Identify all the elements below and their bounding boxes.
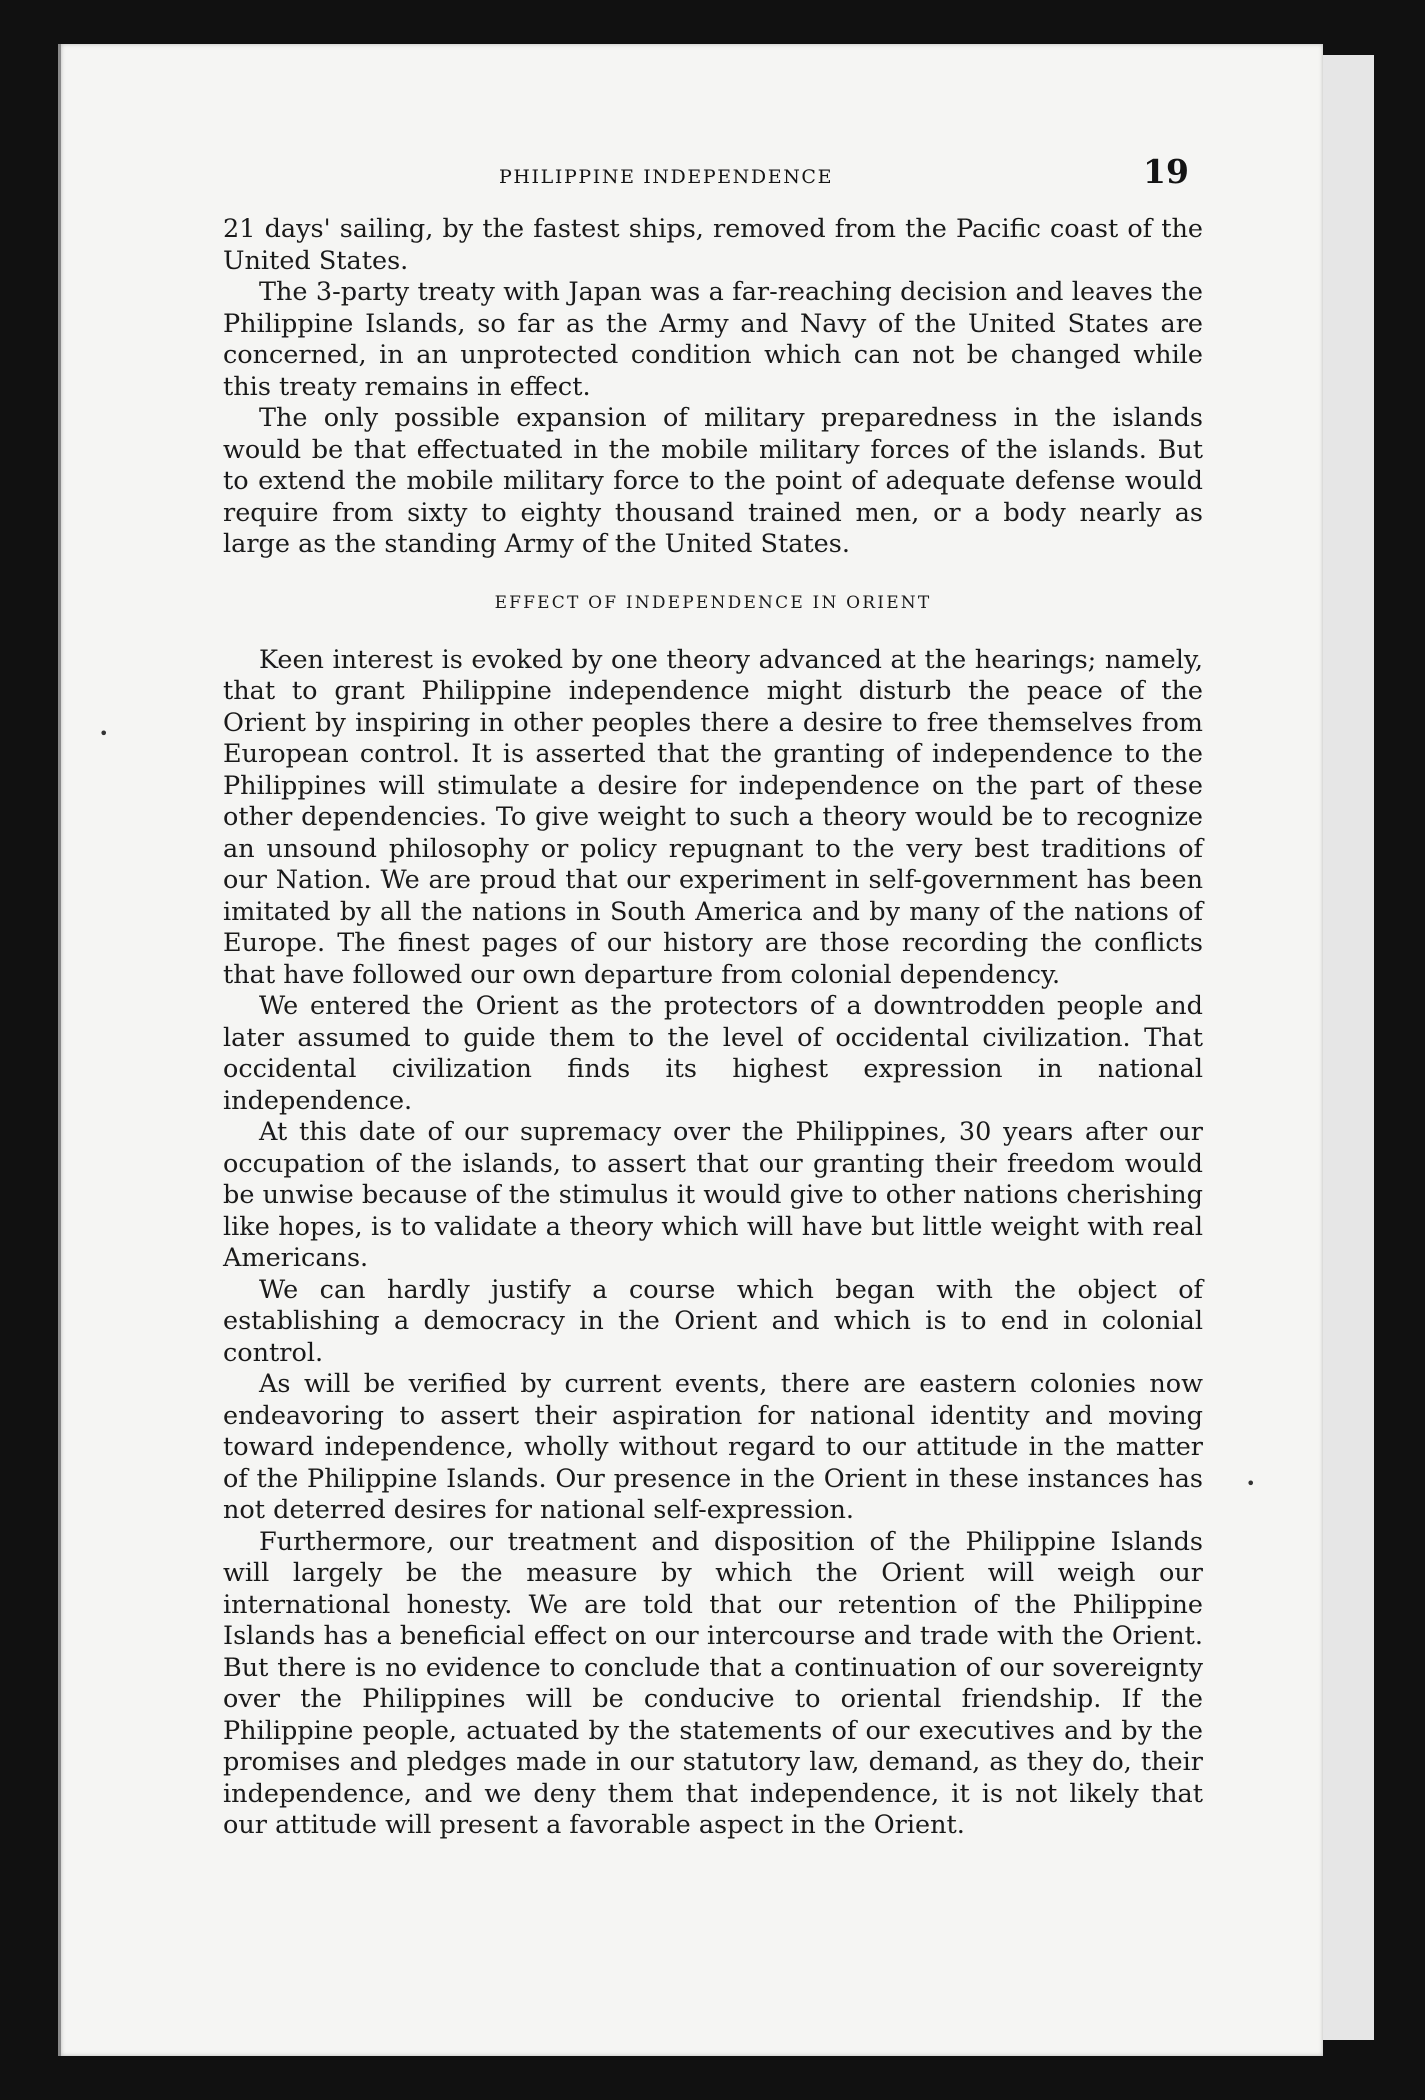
paragraph: We can hardly justify a course which began with the object of establishing a democracy in the Orient and which is to end in colonial control. — [223, 1274, 1203, 1368]
page-header — [61, 152, 1323, 202]
page-body — [223, 214, 1203, 1842]
paragraph: The only possible expansion of military preparedness in the islands would be that effectuated in the mobile military forces of the islands. But to extend the mobile military force to the point of adequate defense would require from sixty to eighty thousand trained men, or a body nearly as large as the standing Army of the United States. — [223, 403, 1203, 559]
running-title: PHILIPPINE INDEPENDENCE — [499, 166, 834, 188]
paragraph: At this date of our supremacy over the Philippines, 30 years after our occupation of the islands, to assert that our granting their freedom would be unwise because of the stimulus it would give to other nations cherishing like hopes, is to validate a theory which will have but little weight with real Americans. — [223, 1117, 1203, 1273]
paragraph: We entered the Orient as the protectors of a downtrodden people and later assumed to guide them to the level of occidental civilization. That occidental civilization finds its highest expression in national independence. — [223, 991, 1203, 1116]
page-number: 19 — [1143, 152, 1189, 191]
scan-speck: • — [99, 724, 109, 743]
section-heading: EFFECT OF INDEPENDENCE IN ORIENT — [494, 592, 932, 613]
scan-speck: • — [1246, 1474, 1256, 1493]
paragraph: As will be verified by current events, there are eastern colonies now endeavoring to assert their aspiration for national identity and moving toward independence, wholly without regard to our attitude in the matter of the Philippine Islands. Our presence in the Orient in these instances has not deterred desires for national self-expression. — [223, 1369, 1203, 1525]
paragraph: Keen interest is evoked by one theory advanced at the hearings; namely, that to grant Philippine independence might disturb the peace of the Orient by inspiring in other peoples there a desire to free themselves from European control. It is asserted that the granting of independence to the Philippines will stimulate a desire for independence on the part of these other dependencies. To give weight to such a theory would be to recognize an unsound philosophy or policy repugnant to the very best traditions of our Nation. We are proud that our experiment in self-government has been imitated by all the nations in South America and by many of the nations of Europe. The finest pages of our history are those recording the conflicts that have followed our own departure from colonial dependency. — [223, 644, 1203, 990]
document-page — [58, 44, 1323, 2056]
paragraph: The 3-party treaty with Japan was a far-reaching decision and leaves the Philippine Islands, so far as the Army and Navy of the United States are concerned, in an unprotected condition which can not be changed while this treaty remains in effect. — [223, 277, 1203, 402]
paragraph: Furthermore, our treatment and disposition of the Philippine Islands will largely be the measure by which the Orient will weigh our international honesty. We are told that our retention of the Philippine Islands has a beneficial effect on our intercourse and trade with the Orient. But there is no evidence to conclude that a continuation of our sovereignty over the Philippines will be conducive to oriental friendship. If the Philippine people, actuated by the statements of our executives and by the promises and pledges made in our statutory law, demand, as they do, their independence, and we deny them that independence, it is not likely that our attitude will present a favorable aspect in the Orient. — [223, 1526, 1203, 1840]
paragraph: 21 days' sailing, by the fastest ships, removed from the Pacific coast of the United States. — [223, 214, 1203, 276]
